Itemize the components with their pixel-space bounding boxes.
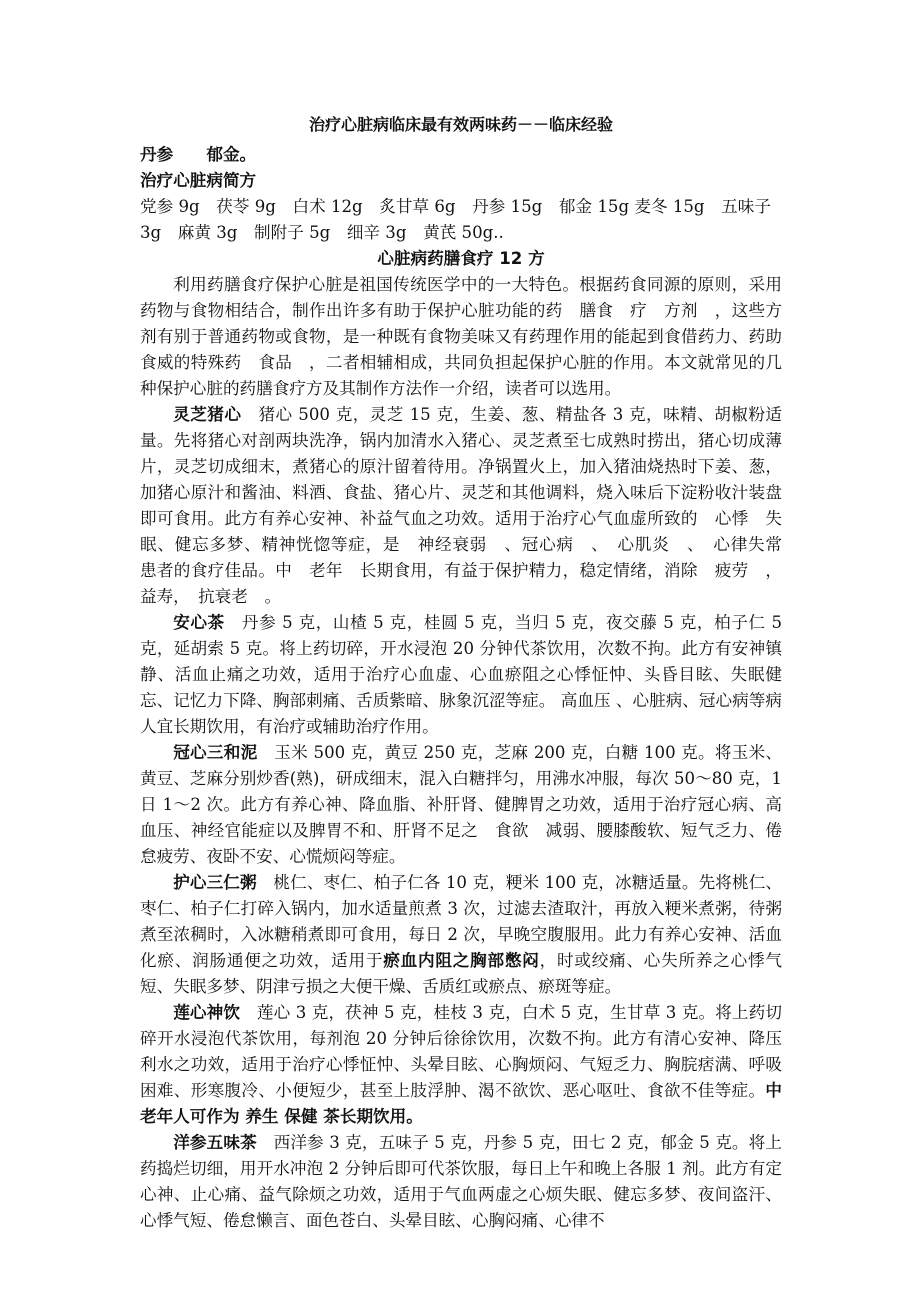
recipe-emphasis: 中老年人可作为 养生 保健 茶长期饮用。 [140,1081,782,1126]
recipe-name: 护心三仁粥 [173,873,257,892]
recipe-body: 莲心 3 克，茯神 5 克，桂枝 3 克，白术 5 克，生甘草 3 克。将上药切碎开水浸泡代茶饮用，每剂泡 20 分钟后徐徐饮用，次数不拘。此方有清心安神、降压利水之功效，适用于治疗心悸怔忡、头晕目眩、心胸烦闷、气短乏力、胸脘痞满、呼吸困难、形寒腹冷、小便短少，甚至上肢浮肿、渴不欲饮、恶心呕吐、食欲不佳等症。 [140,1003,782,1100]
recipe-name: 莲心神饮 [173,1003,241,1022]
recipe-name: 冠心三和泥 [173,743,258,762]
simple-formula-text: 党参 9g 茯苓 9g 白术 12g 炙甘草 6g 丹参 15g 郁金 15g 麦冬 15g 五味子 3g 麻黄 3g 制附子 5g 细辛 3g 黄芪 50g.. [140,197,771,242]
section-title: 心脏病药膳食疗 12 方 [377,249,545,268]
document-page [140,112,799,1234]
intro-paragraph: 利用药膳食疗保护心脏是祖国传统医学中的一大特色。根据药食同源的原则，采用药物与食物相结合，制作出许多有助于保护心脏功能的药 膳食 疗 方剂 ，这些方剂有别于普通药物或食物，是一种既有食物美味又有药理作用的能起到食借药力、药助食威的特殊药 食品 ，二者相辅相成，共同负担起保护心脏的作用。本文就常见的几种保护心脏的药膳食疗方及其制作方法作一介绍，读者可以选用。 [140,275,782,398]
recipe-body: 桃仁、枣仁、柏子仁各 10 克，粳米 100 克，冰糖适量。先将桃仁、枣仁、柏子仁打碎入锅内，加水适量煎煮 3 次，过滤去渣取汁，再放入粳米煮粥，待粥煮至浓稠时，入冰糖稍煮即可食用，每日 2 次，早晚空腹服用。此力有养心安神、活血化瘀、润肠通便之功效，适用于 [140,873,782,970]
recipe-paragraph [140,610,782,740]
recipe-body: 猪心 500 克，灵芝 15 克，生姜、葱、精盐各 3 克，味精、胡椒粉适量。先将猪心对剖两块洗净，锅内加清水入猪心、灵芝煮至七成熟时捞出，猪心切成薄片，灵芝切成细末，煮猪心的原汁留着待用。净锅置火上，加入猪油烧热时下姜、葱，加猪心原汁和酱油、料酒、食盐、猪心片、灵芝和其他调料，烧入味后下淀粉收汁装盘即可食用。此方有养心安神、补益气血之功效。适用于治疗心气血虚所致的 心悸 失眠、健忘多梦、精神恍惚等症，是 神经衰弱 、冠心病 、 心肌炎 、 心律失常 患者的食疗佳品。中 老年 长期食用，有益于保护精力，稳定情绪，消除 疲劳 ，益寿， 抗衰老 。 [140,405,799,606]
simple-formula-heading: 治疗心脏病简方 [140,171,257,190]
recipe-body: 丹参 5 克，山楂 5 克，桂圆 5 克，当归 5 克，夜交藤 5 克，柏子仁 5 克，延胡索 5 克。将上药切碎，开水浸泡 20 分钟代茶饮用，次数不拘。此方有安神镇静、活血止痛之功效，适用于治疗心血虚、心血瘀阻之心悸怔忡、头昏目眩、失眠健忘、记忆力下降、胸部刺痛、舌质紫暗、脉象沉涩等症。 高血压 、心脏病、冠心病等病人宜长期饮用，有治疗或辅助治疗作用。 [140,613,783,736]
document-title: 治疗心脏病临床最有效两味药－－临床经验 [308,115,613,134]
recipe-name: 安心茶 [173,613,225,632]
recipe-paragraph [140,740,782,870]
recipe-body: 西洋参 3 克，五味子 5 克，丹参 5 克，田七 2 克，郁金 5 克。将上药捣烂切细，用开水冲泡 2 分钟后即可代茶饮服，每日上午和晚上各服 1 剂。此方有定心神、止心痛、益气除烦之功效，适用于气血两虚之心烦失眠、健忘多梦、夜间盗汗、心悸气短、倦怠懒言、面色苍白、头晕目眩、心胸闷痛、心律不 [140,1133,782,1230]
herbs-line: 丹参 郁金。 [140,145,257,164]
recipe-body: 玉米 500 克，黄豆 250 克，芝麻 200 克，白糖 100 克。将玉米、黄豆、芝麻分别炒香(熟)，研成细末，混入白糖拌匀，用沸水冲服，每次 50～80 克，1 日 1～2 次。此方有养心神、降血脂、补肝肾、健脾胃之功效，适用于治疗冠心病、高血压、神经官能症以及脾胃不和、肝肾不足之 食欲 减弱、腰膝酸软、短气乏力、倦怠疲劳、夜卧不安、心慌烦闷等症。 [140,743,783,866]
recipe-paragraph [140,1130,782,1234]
recipe-paragraph [140,1000,782,1130]
recipe-paragraph [140,870,782,1000]
recipe-paragraph [140,402,799,610]
recipe-tail: ，时或绞痛、心失所养之心悸气短、失眠多梦、阴津亏损之大便干燥、舌质红或瘀点、瘀斑等症。 [140,951,783,996]
recipe-emphasis: 瘀血内阻之胸部憋闷 [383,951,540,970]
recipe-name: 灵芝猪心 [173,405,242,424]
recipe-name: 洋参五味茶 [173,1133,257,1152]
